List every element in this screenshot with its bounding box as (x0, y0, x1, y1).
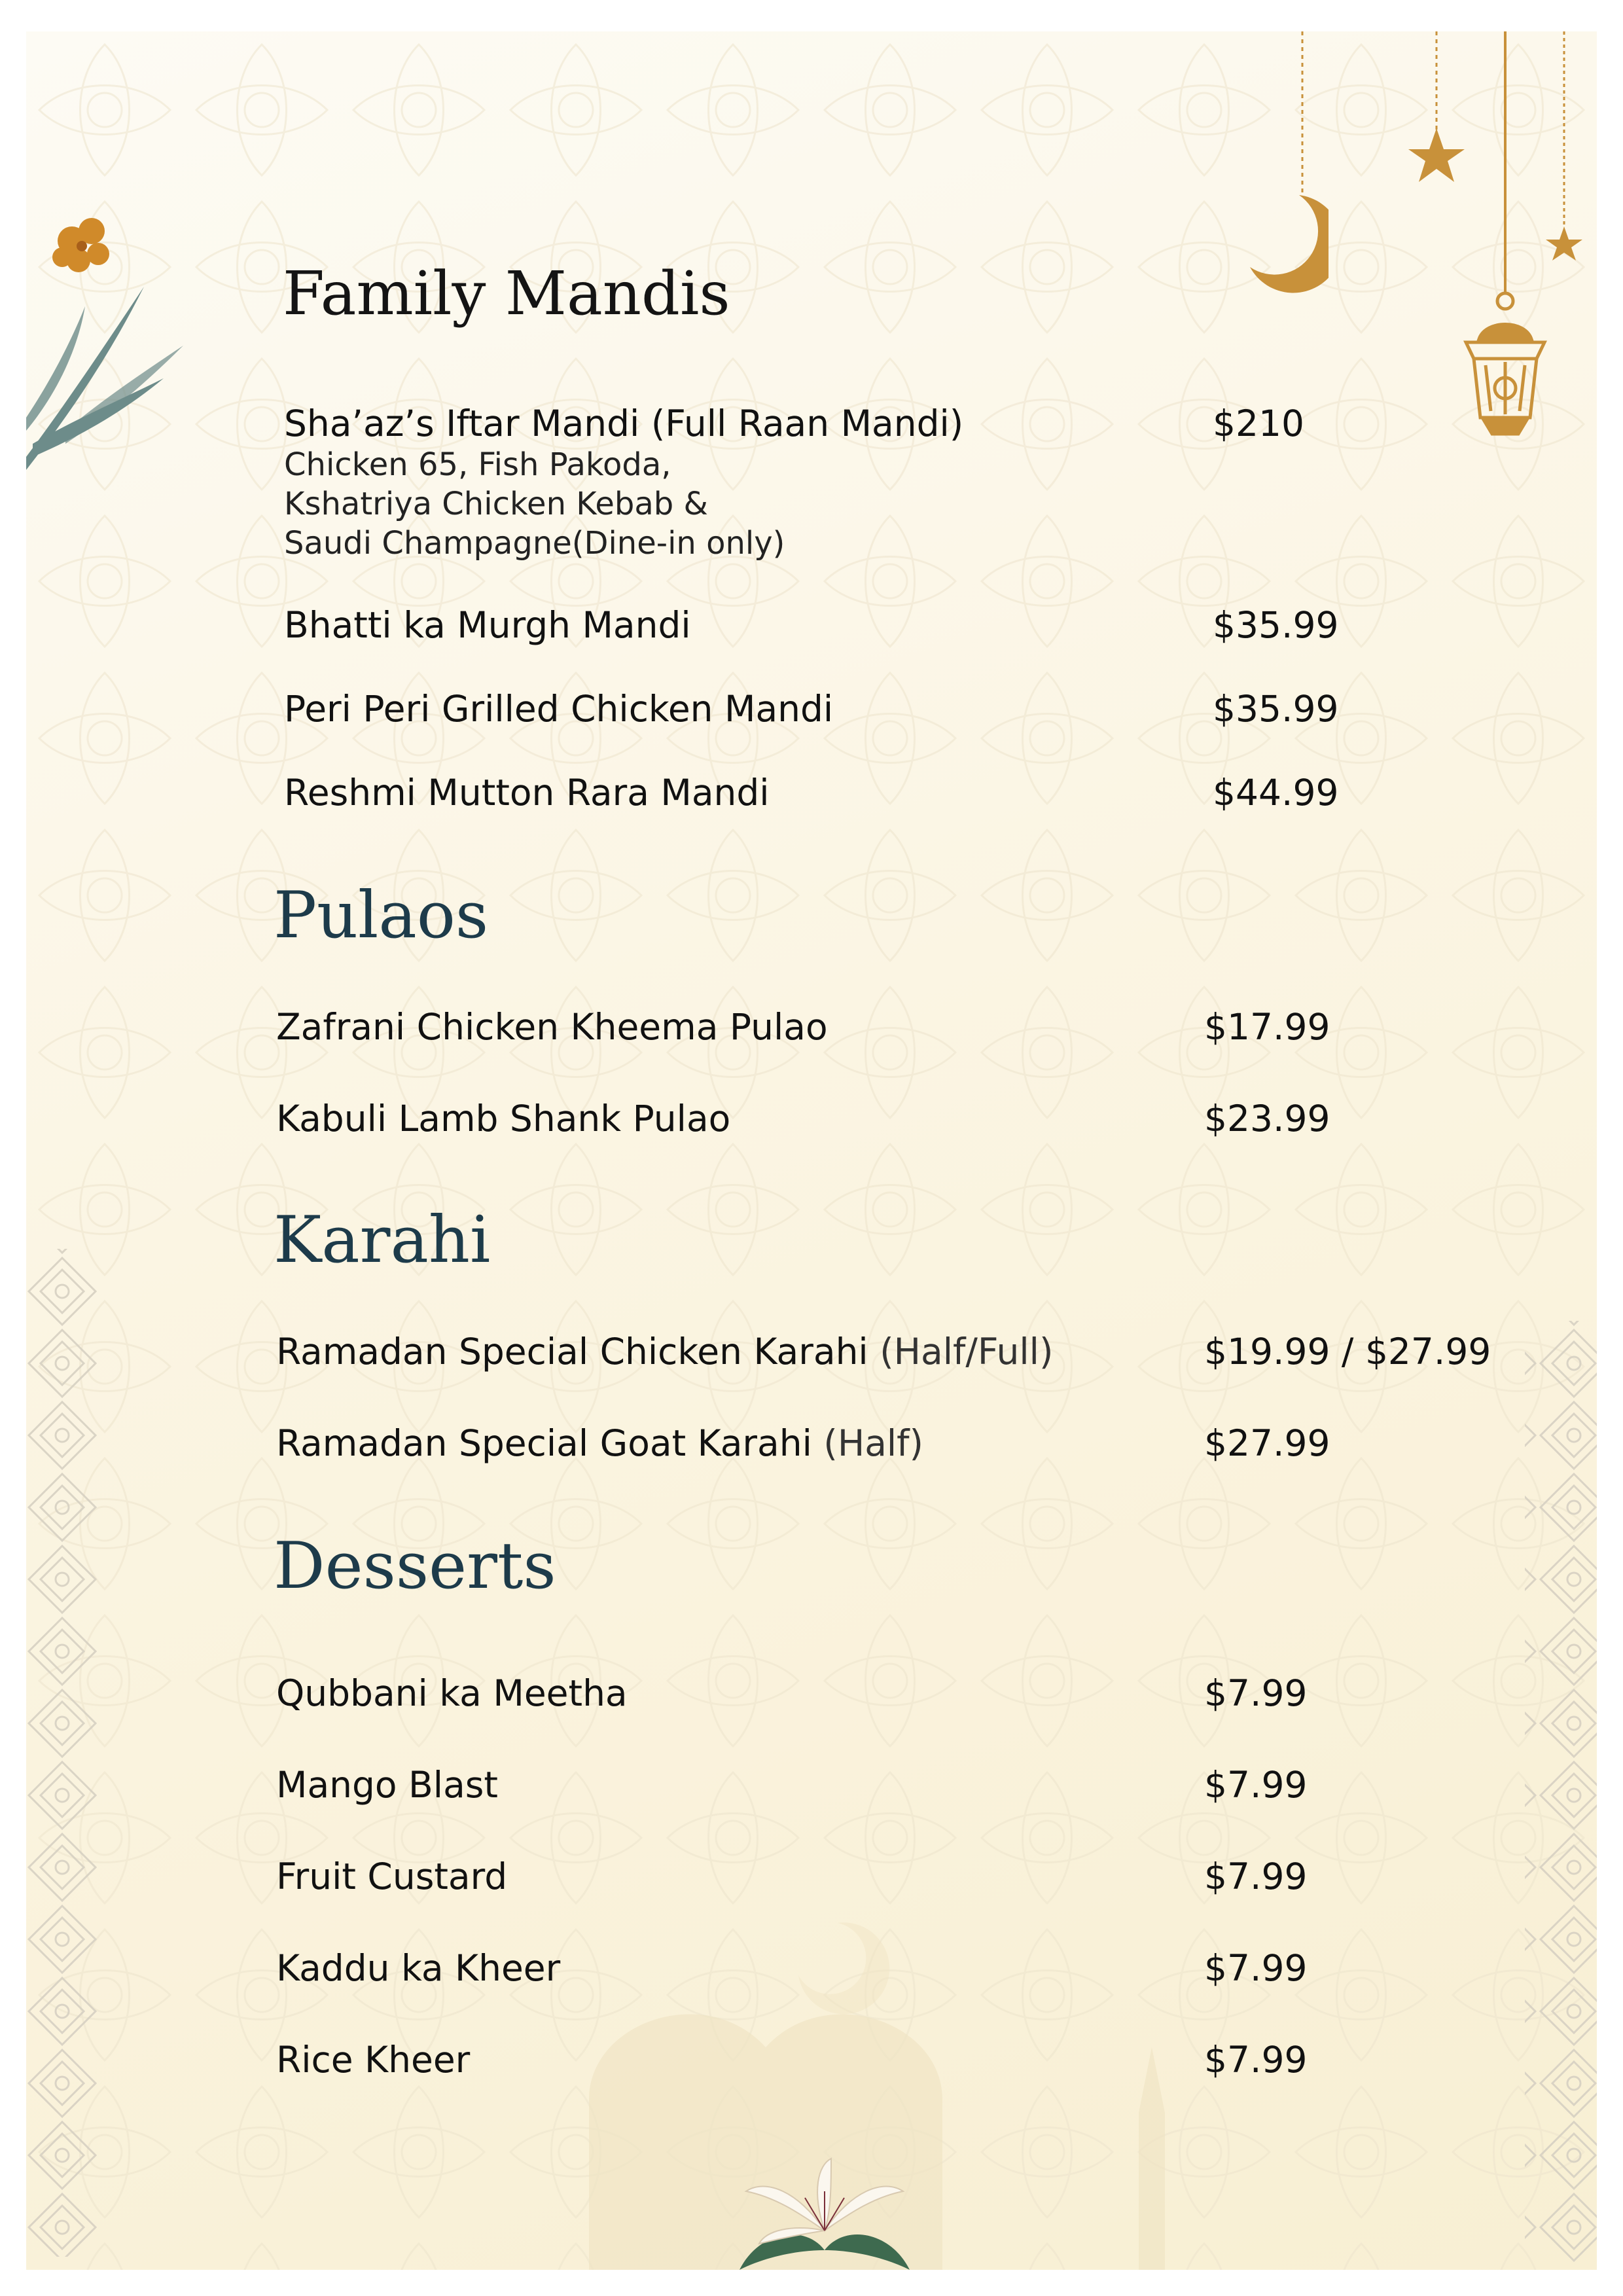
hanging-lantern-icon (1453, 31, 1558, 450)
menu-item-description: Saudi Champagne(Dine-in only) (284, 525, 785, 562)
menu-item-name (276, 1331, 1054, 1372)
section-title-family-mandis: Family Mandis (283, 259, 730, 329)
menu-item-name: Kaddu ka Kheer (276, 1947, 561, 1989)
menu-item-price: $35.99 (1213, 604, 1339, 646)
section-title-karahi: Karahi (274, 1203, 491, 1278)
menu-item-description: Kshatriya Chicken Kebab & (284, 486, 708, 522)
crescent-moon-icon (1237, 31, 1329, 293)
menu-item-label: Ramadan Special Chicken Karahi (276, 1331, 868, 1372)
menu-item-name: Mango Blast (276, 1764, 498, 1806)
menu-item-price: $19.99 / $27.99 (1204, 1331, 1491, 1372)
menu-item-note: (Half/Full) (880, 1331, 1054, 1372)
menu-item-name: Kabuli Lamb Shank Pulao (276, 1098, 731, 1139)
menu-item-price: $210 (1213, 403, 1304, 444)
menu-item-price: $17.99 (1204, 1006, 1330, 1048)
section-title-desserts: Desserts (274, 1529, 556, 1604)
menu-item-name: Qubbani ka Meetha (276, 1672, 628, 1714)
menu-page (26, 31, 1597, 2270)
menu-item-price: $27.99 (1204, 1422, 1330, 1464)
menu-item-name: Rice Kheer (276, 2039, 471, 2081)
menu-item-name: Reshmi Mutton Rara Mandi (284, 772, 770, 814)
flower-branch-icon (26, 182, 190, 470)
menu-item-price: $7.99 (1204, 1947, 1308, 1989)
menu-item-label: Ramadan Special Goat Karahi (276, 1422, 812, 1464)
menu-item-name (276, 1422, 923, 1464)
background-pattern (26, 31, 1597, 2270)
menu-item-name: Peri Peri Grilled Chicken Mandi (284, 688, 834, 730)
menu-item-price: $23.99 (1204, 1098, 1330, 1139)
lily-flower-icon (720, 2152, 929, 2270)
menu-item-price: $7.99 (1204, 2039, 1308, 2081)
menu-item-name: Sha’az’s Iftar Mandi (Full Raan Mandi) (284, 403, 964, 444)
menu-item-description: Chicken 65, Fish Pakoda, (284, 446, 671, 483)
menu-item-price: $44.99 (1213, 772, 1339, 814)
menu-item-price: $7.99 (1204, 1764, 1308, 1806)
menu-item-price: $35.99 (1213, 688, 1339, 730)
menu-item-price: $7.99 (1204, 1672, 1308, 1714)
menu-item-name: Bhatti ka Murgh Mandi (284, 604, 691, 646)
menu-item-note: (Half) (823, 1422, 923, 1464)
menu-item-price: $7.99 (1204, 1856, 1308, 1897)
menu-item-name: Fruit Custard (276, 1856, 508, 1897)
section-title-pulaos: Pulaos (274, 878, 489, 953)
menu-item-name: Zafrani Chicken Kheema Pulao (276, 1006, 828, 1048)
